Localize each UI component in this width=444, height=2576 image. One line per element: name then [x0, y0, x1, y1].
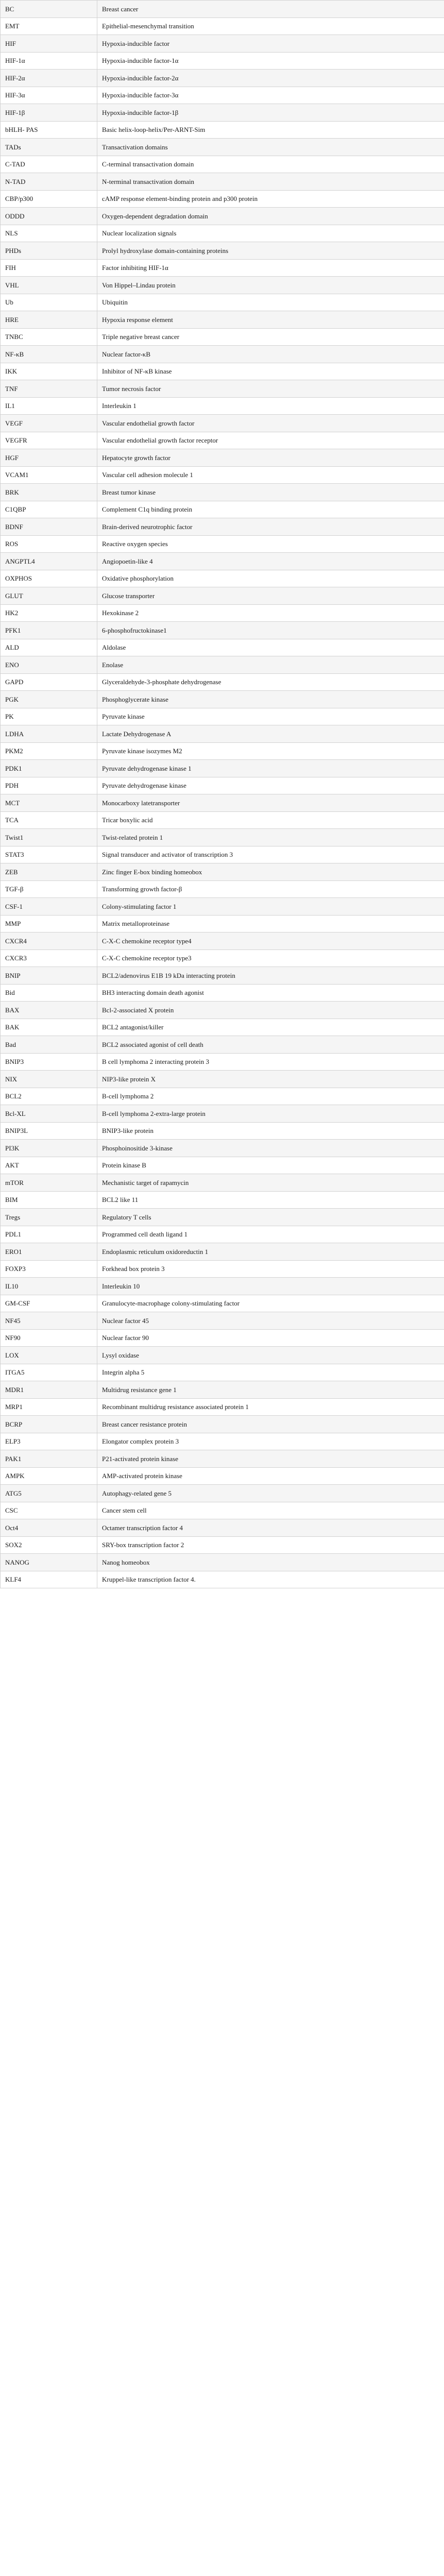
abbreviation-cell: PAK1	[1, 1450, 97, 1468]
abbreviation-cell: HIF-3α	[1, 87, 97, 104]
table-row	[1, 52, 444, 70]
definition-cell: NIP3-like protein X	[97, 1071, 444, 1088]
definition-cell: Hypoxia-inducible factor	[97, 35, 444, 53]
definition-cell: Aldolase	[97, 639, 444, 656]
table-row	[1, 70, 444, 87]
definition-cell: Hepatocyte growth factor	[97, 449, 444, 467]
table-row	[1, 346, 444, 363]
definition-cell: Pyruvate dehydrogenase kinase	[97, 777, 444, 794]
abbreviation-cell: VHL	[1, 277, 97, 294]
abbreviation-cell: PDK1	[1, 760, 97, 777]
table-row	[1, 1243, 444, 1261]
abbreviation-cell: ODDD	[1, 208, 97, 225]
definition-cell: N-terminal transactivation domain	[97, 173, 444, 191]
definition-cell: Nuclear factor 90	[97, 1329, 444, 1347]
table-row	[1, 863, 444, 881]
abbreviation-cell: HIF-1β	[1, 104, 97, 122]
abbreviation-cell: HGF	[1, 449, 97, 467]
table-row	[1, 156, 444, 173]
definition-cell: 6-phosphofructokinase1	[97, 622, 444, 639]
abbreviation-cell: MDR1	[1, 1381, 97, 1399]
table-row	[1, 1467, 444, 1485]
definition-cell: Vascular endothelial growth factor receptor	[97, 432, 444, 449]
table-row	[1, 259, 444, 277]
definition-cell: Bcl-2-associated X protein	[97, 1002, 444, 1019]
definition-cell: Nuclear factor-κB	[97, 346, 444, 363]
table-row	[1, 1019, 444, 1036]
table-row	[1, 1105, 444, 1123]
definition-cell: Hypoxia-inducible factor-1α	[97, 52, 444, 70]
table-row	[1, 777, 444, 794]
table-row	[1, 811, 444, 829]
table-row	[1, 967, 444, 985]
table-row	[1, 139, 444, 156]
abbreviation-cell: PDH	[1, 777, 97, 794]
definition-cell: Nuclear factor 45	[97, 1312, 444, 1330]
definition-cell: BCL2/adenovirus E1B 19 kDa interacting protein	[97, 967, 444, 985]
table-row	[1, 104, 444, 122]
definition-cell: B-cell lymphoma 2-extra-large protein	[97, 1105, 444, 1123]
definition-cell: Von Hippel–Lindau protein	[97, 277, 444, 294]
abbreviation-cell: IL10	[1, 1278, 97, 1295]
abbreviation-cell: TNBC	[1, 328, 97, 346]
table-row	[1, 1174, 444, 1192]
abbreviation-cell: GLUT	[1, 587, 97, 605]
definition-cell: Interleukin 10	[97, 1278, 444, 1295]
definition-cell: B-cell lymphoma 2	[97, 1088, 444, 1105]
abbreviation-cell: BRK	[1, 484, 97, 501]
definition-cell: Octamer transcription factor 4	[97, 1519, 444, 1537]
abbreviation-cell: CSC	[1, 1502, 97, 1519]
table-row	[1, 1398, 444, 1416]
abbreviation-cell: N-TAD	[1, 173, 97, 191]
abbreviation-cell: PFK1	[1, 622, 97, 639]
table-row	[1, 466, 444, 484]
abbreviation-cell: ANGPTL4	[1, 553, 97, 570]
definition-cell: Lysyl oxidase	[97, 1347, 444, 1364]
abbreviation-cell: BCL2	[1, 1088, 97, 1105]
abbreviation-cell: BC	[1, 1, 97, 18]
abbreviation-cell: Ub	[1, 294, 97, 311]
definition-cell: Inhibitor of NF-κB kinase	[97, 363, 444, 380]
table-row	[1, 673, 444, 691]
abbreviation-cell: GAPD	[1, 673, 97, 691]
definition-cell: Hypoxia-inducible factor-1β	[97, 104, 444, 122]
definition-cell: Kruppel-like transcription factor 4.	[97, 1571, 444, 1588]
table-row	[1, 208, 444, 225]
definition-cell: Ubiquitin	[97, 294, 444, 311]
table-row	[1, 363, 444, 380]
abbreviation-cell: OXPHOS	[1, 570, 97, 587]
definition-cell: Tumor necrosis factor	[97, 380, 444, 398]
abbreviation-cell: TGF-β	[1, 880, 97, 898]
table-row	[1, 1554, 444, 1571]
abbreviation-cell: VCAM1	[1, 466, 97, 484]
table-row	[1, 1485, 444, 1502]
abbreviation-cell: CXCR4	[1, 933, 97, 950]
definition-cell: Endoplasmic reticulum oxidoreductin 1	[97, 1243, 444, 1261]
table-row	[1, 501, 444, 518]
definition-cell: Elongator complex protein 3	[97, 1433, 444, 1450]
definition-cell: Epithelial-mesenchymal transition	[97, 18, 444, 35]
table-row	[1, 1450, 444, 1468]
abbreviation-cell: AMPK	[1, 1467, 97, 1485]
abbreviation-cell: AKT	[1, 1157, 97, 1174]
abbreviation-cell: GM-CSF	[1, 1295, 97, 1312]
table-row	[1, 1122, 444, 1140]
table-row	[1, 1364, 444, 1381]
definition-cell: Signal transducer and activator of transcription 3	[97, 846, 444, 863]
abbreviation-cell: ELP3	[1, 1433, 97, 1450]
table-row	[1, 1088, 444, 1105]
definition-cell: Breast cancer resistance protein	[97, 1416, 444, 1433]
definition-cell: Factor inhibiting HIF-1α	[97, 259, 444, 277]
abbreviation-cell: NANOG	[1, 1554, 97, 1571]
abbreviation-cell: SOX2	[1, 1536, 97, 1554]
abbreviation-cell: HIF-2α	[1, 70, 97, 87]
definition-cell: Enolase	[97, 656, 444, 674]
definition-cell: BH3 interacting domain death agonist	[97, 984, 444, 1002]
table-row	[1, 242, 444, 260]
table-row	[1, 1502, 444, 1519]
table-row	[1, 1140, 444, 1157]
table-row	[1, 1536, 444, 1554]
abbreviation-cell: CXCR3	[1, 950, 97, 967]
definition-cell: Zinc finger E-box binding homeobox	[97, 863, 444, 881]
table-row	[1, 294, 444, 311]
definition-cell: BCL2 like 11	[97, 1191, 444, 1209]
definition-cell: Hypoxia response element	[97, 311, 444, 329]
table-row	[1, 1071, 444, 1088]
table-row	[1, 1312, 444, 1330]
definition-cell: Tricar boxylic acid	[97, 811, 444, 829]
abbreviation-cell: IL1	[1, 397, 97, 415]
abbreviation-cell: BNIP3L	[1, 1122, 97, 1140]
table-row	[1, 742, 444, 760]
abbreviation-cell: BAK	[1, 1019, 97, 1036]
definition-cell: Breast cancer	[97, 1, 444, 18]
definition-cell: Brain-derived neurotrophic factor	[97, 518, 444, 536]
table-row	[1, 1329, 444, 1347]
table-row	[1, 587, 444, 605]
definition-cell: Pyruvate kinase isozymes M2	[97, 742, 444, 760]
abbreviation-cell: Bcl-XL	[1, 1105, 97, 1123]
table-row	[1, 1260, 444, 1278]
table-row	[1, 950, 444, 967]
abbreviation-cell: BNIP3	[1, 1053, 97, 1071]
abbreviation-cell: IKK	[1, 363, 97, 380]
abbreviation-cell: HRE	[1, 311, 97, 329]
abbreviation-cell: HK2	[1, 604, 97, 622]
abbreviation-cell: STAT3	[1, 846, 97, 863]
abbreviation-cell: PK	[1, 708, 97, 725]
abbreviation-cell: mTOR	[1, 1174, 97, 1192]
table-row	[1, 18, 444, 35]
abbreviation-cell: NF90	[1, 1329, 97, 1347]
table-row	[1, 1278, 444, 1295]
abbreviation-cell: ITGA5	[1, 1364, 97, 1381]
abbreviation-cell: LOX	[1, 1347, 97, 1364]
table-row	[1, 380, 444, 398]
definition-cell: Programmed cell death ligand 1	[97, 1226, 444, 1243]
table-row	[1, 794, 444, 812]
table-row	[1, 1519, 444, 1537]
abbreviation-cell: TCA	[1, 811, 97, 829]
table-row	[1, 984, 444, 1002]
abbreviation-cell: FOXP3	[1, 1260, 97, 1278]
abbreviation-cell: ATG5	[1, 1485, 97, 1502]
definition-cell: Integrin alpha 5	[97, 1364, 444, 1381]
table-row	[1, 1002, 444, 1019]
abbreviation-cell: Bad	[1, 1036, 97, 1054]
table-row	[1, 604, 444, 622]
abbreviation-cell: Oct4	[1, 1519, 97, 1537]
definition-cell: Regulatory T cells	[97, 1209, 444, 1226]
definition-cell: Monocarboxy latetransporter	[97, 794, 444, 812]
table-row	[1, 1157, 444, 1174]
definition-cell: Hypoxia-inducible factor-2α	[97, 70, 444, 87]
table-row	[1, 415, 444, 432]
definition-cell: Nuclear localization signals	[97, 225, 444, 242]
abbreviation-cell: CSF-1	[1, 898, 97, 916]
definition-cell: Colony-stimulating factor 1	[97, 898, 444, 916]
abbreviation-cell: C1QBP	[1, 501, 97, 518]
definition-cell: B cell lymphoma 2 interacting protein 3	[97, 1053, 444, 1071]
abbreviation-cell: MRP1	[1, 1398, 97, 1416]
abbreviation-cell: bHLH- PAS	[1, 121, 97, 139]
abbreviation-cell: KLF4	[1, 1571, 97, 1588]
definition-cell: Multidrug resistance gene 1	[97, 1381, 444, 1399]
abbreviation-cell: Bid	[1, 984, 97, 1002]
definition-cell: Vascular cell adhesion molecule 1	[97, 466, 444, 484]
abbreviation-cell: ALD	[1, 639, 97, 656]
definition-cell: Pyruvate kinase	[97, 708, 444, 725]
definition-cell: Matrix metalloproteinase	[97, 915, 444, 933]
table-row	[1, 656, 444, 674]
table-row	[1, 1191, 444, 1209]
definition-cell: Angiopoetin-like 4	[97, 553, 444, 570]
abbreviation-cell: FIH	[1, 259, 97, 277]
definition-cell: Transforming growth factor-β	[97, 880, 444, 898]
table-row	[1, 915, 444, 933]
abbreviation-cell: NF45	[1, 1312, 97, 1330]
table-row	[1, 432, 444, 449]
definition-cell: Oxidative phosphorylation	[97, 570, 444, 587]
definition-cell: Twist-related protein 1	[97, 829, 444, 846]
table-row	[1, 1036, 444, 1054]
definition-cell: Prolyl hydroxylase domain-containing proteins	[97, 242, 444, 260]
abbreviation-cell: BCRP	[1, 1416, 97, 1433]
definition-cell: Interleukin 1	[97, 397, 444, 415]
table-row	[1, 1381, 444, 1399]
table-row	[1, 311, 444, 329]
abbreviation-cell: NLS	[1, 225, 97, 242]
abbreviations-table-body	[1, 1, 444, 1588]
abbreviation-cell: NIX	[1, 1071, 97, 1088]
table-row	[1, 898, 444, 916]
definition-cell: Mechanistic target of rapamycin	[97, 1174, 444, 1192]
definition-cell: Forkhead box protein 3	[97, 1260, 444, 1278]
definition-cell: Vascular endothelial growth factor	[97, 415, 444, 432]
table-row	[1, 846, 444, 863]
abbreviation-cell: LDHA	[1, 725, 97, 743]
table-row	[1, 328, 444, 346]
table-row	[1, 535, 444, 553]
definition-cell: Oxygen-dependent degradation domain	[97, 208, 444, 225]
abbreviation-cell: PHDs	[1, 242, 97, 260]
table-row	[1, 639, 444, 656]
abbreviation-cell: NF-κB	[1, 346, 97, 363]
abbreviation-cell: HIF-1α	[1, 52, 97, 70]
definition-cell: Breast tumor kinase	[97, 484, 444, 501]
definition-cell: Autophagy-related gene 5	[97, 1485, 444, 1502]
definition-cell: Basic helix-loop-helix/Per-ARNT-Sim	[97, 121, 444, 139]
abbreviation-cell: C-TAD	[1, 156, 97, 173]
definition-cell: Recombinant multidrug resistance associated protein 1	[97, 1398, 444, 1416]
definition-cell: BCL2 associated agonist of cell death	[97, 1036, 444, 1054]
table-row	[1, 1347, 444, 1364]
abbreviation-cell: PKM2	[1, 742, 97, 760]
table-row	[1, 1209, 444, 1226]
table-row	[1, 880, 444, 898]
definition-cell: C-terminal transactivation domain	[97, 156, 444, 173]
definition-cell: SRY-box transcription factor 2	[97, 1536, 444, 1554]
table-row	[1, 1433, 444, 1450]
table-row	[1, 1, 444, 18]
definition-cell: Pyruvate dehydrogenase kinase 1	[97, 760, 444, 777]
abbreviation-cell: Twist1	[1, 829, 97, 846]
table-row	[1, 225, 444, 242]
definition-cell: cAMP response element-binding protein and p300 protein	[97, 190, 444, 208]
table-row	[1, 725, 444, 743]
abbreviation-cell: PGK	[1, 691, 97, 708]
abbreviation-cell: MMP	[1, 915, 97, 933]
table-row	[1, 397, 444, 415]
abbreviation-cell: VEGF	[1, 415, 97, 432]
definition-cell: BNIP3-like protein	[97, 1122, 444, 1140]
abbreviation-cell: PI3K	[1, 1140, 97, 1157]
abbreviation-cell: ENO	[1, 656, 97, 674]
definition-cell: Phosphoinositide 3-kinase	[97, 1140, 444, 1157]
abbreviation-cell: Tregs	[1, 1209, 97, 1226]
abbreviation-cell: ZEB	[1, 863, 97, 881]
table-row	[1, 277, 444, 294]
table-row	[1, 121, 444, 139]
abbreviation-cell: TADs	[1, 139, 97, 156]
abbreviation-cell: TNF	[1, 380, 97, 398]
abbreviation-cell: HIF	[1, 35, 97, 53]
table-row	[1, 1053, 444, 1071]
definition-cell: Transactivation domains	[97, 139, 444, 156]
definition-cell: BCL2 antagonist/killer	[97, 1019, 444, 1036]
table-row	[1, 708, 444, 725]
table-row	[1, 1226, 444, 1243]
definition-cell: Phosphoglycerate kinase	[97, 691, 444, 708]
abbreviation-cell: PDL1	[1, 1226, 97, 1243]
abbreviation-cell: MCT	[1, 794, 97, 812]
abbreviation-cell: EMT	[1, 18, 97, 35]
definition-cell: Glucose transporter	[97, 587, 444, 605]
table-row	[1, 190, 444, 208]
definition-cell: P21-activated protein kinase	[97, 1450, 444, 1468]
definition-cell: Triple negative breast cancer	[97, 328, 444, 346]
table-row	[1, 760, 444, 777]
table-row	[1, 1416, 444, 1433]
table-row	[1, 622, 444, 639]
definition-cell: AMP-activated protein kinase	[97, 1467, 444, 1485]
definition-cell: Complement C1q binding protein	[97, 501, 444, 518]
abbreviation-cell: CBP/p300	[1, 190, 97, 208]
table-row	[1, 933, 444, 950]
table-row	[1, 691, 444, 708]
definition-cell: Hypoxia-inducible factor-3α	[97, 87, 444, 104]
abbreviation-cell: ERO1	[1, 1243, 97, 1261]
abbreviation-cell: BAX	[1, 1002, 97, 1019]
abbreviation-cell: VEGFR	[1, 432, 97, 449]
definition-cell: Hexokinase 2	[97, 604, 444, 622]
abbreviation-cell: BDNF	[1, 518, 97, 536]
table-row	[1, 484, 444, 501]
table-row	[1, 87, 444, 104]
table-row	[1, 829, 444, 846]
table-row	[1, 553, 444, 570]
table-row	[1, 1295, 444, 1312]
table-row	[1, 35, 444, 53]
definition-cell: Lactate Dehydrogenase A	[97, 725, 444, 743]
definition-cell: Granulocyte-macrophage colony-stimulating factor	[97, 1295, 444, 1312]
abbreviation-cell: BIM	[1, 1191, 97, 1209]
definition-cell: C-X-C chemokine receptor type4	[97, 933, 444, 950]
definition-cell: Nanog homeobox	[97, 1554, 444, 1571]
table-row	[1, 173, 444, 191]
definition-cell: Protein kinase B	[97, 1157, 444, 1174]
table-row	[1, 1571, 444, 1588]
definition-cell: Reactive oxygen species	[97, 535, 444, 553]
abbreviation-cell: BNIP	[1, 967, 97, 985]
definition-cell: C-X-C chemokine receptor type3	[97, 950, 444, 967]
table-row	[1, 449, 444, 467]
definition-cell: Glyceraldehyde-3-phosphate dehydrogenase	[97, 673, 444, 691]
definition-cell: Cancer stem cell	[97, 1502, 444, 1519]
table-row	[1, 570, 444, 587]
table-row	[1, 518, 444, 536]
abbreviation-cell: ROS	[1, 535, 97, 553]
